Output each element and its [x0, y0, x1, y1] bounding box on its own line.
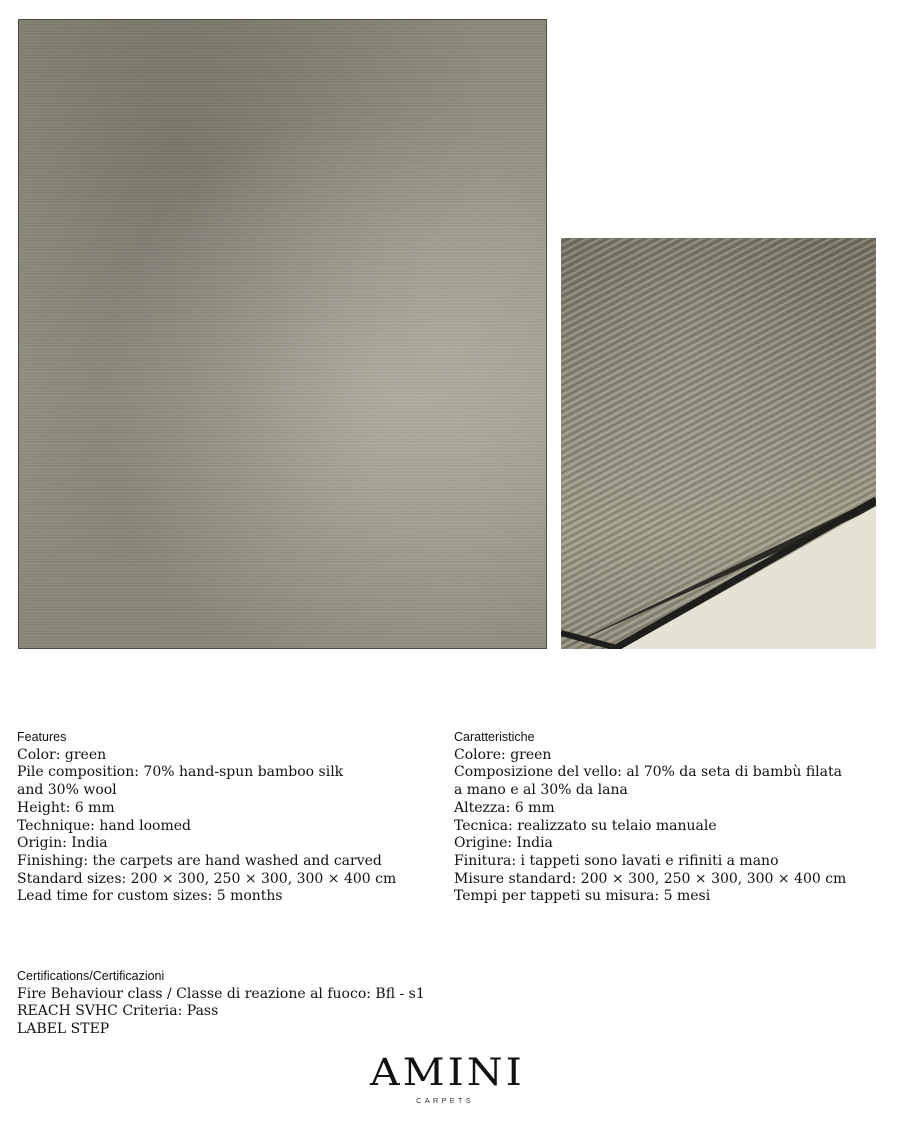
- certification-line: Fire Behaviour class / Classe di reazione al fuoco: Bfl - s1: [17, 985, 425, 1002]
- certifications-section: [17, 968, 425, 1039]
- feature-line-it: a mano e al 30% da lana: [454, 782, 628, 799]
- feature-line: Finishing: the carpets are hand washed and carved: [17, 852, 382, 869]
- certifications-heading: Certifications/Certificazioni: [17, 969, 165, 983]
- feature-line-it: Composizione del vello: al 70% da seta di bambù filata: [454, 764, 842, 781]
- feature-line-it: Finitura: i tappeti sono lavati e rifiniti a mano: [454, 852, 779, 869]
- features-heading: Features: [17, 730, 67, 744]
- feature-line-it: Tecnica: realizzato su telaio manuale: [454, 817, 717, 834]
- feature-line: and 30% wool: [17, 782, 117, 799]
- features-english: [17, 729, 396, 906]
- feature-line: Height: 6 mm: [17, 799, 115, 816]
- brand-logo: [370, 1049, 525, 1110]
- feature-line-it: Misure standard: 200 × 300, 250 × 300, 300 × 400 cm: [454, 870, 847, 887]
- feature-line-it: Colore: green: [454, 746, 552, 763]
- features-italian: [454, 729, 846, 906]
- feature-line: Lead time for custom sizes: 5 months: [17, 888, 283, 905]
- feature-line: Technique: hand loomed: [17, 817, 191, 834]
- feature-line-it: Altezza: 6 mm: [454, 799, 555, 816]
- feature-line: Standard sizes: 200 × 300, 250 × 300, 300 × 400 cm: [17, 870, 397, 887]
- feature-line: Origin: India: [17, 835, 108, 852]
- certification-line: LABEL STEP: [17, 1021, 110, 1038]
- feature-line: Pile composition: 70% hand-spun bamboo silk: [17, 764, 344, 781]
- feature-line: Color: green: [17, 746, 107, 763]
- logo-subtitle: CARPETS: [416, 1096, 474, 1105]
- feature-line-it: Origine: India: [454, 835, 553, 852]
- caratteristiche-heading: Caratteristiche: [454, 730, 535, 744]
- certification-line: REACH SVHC Criteria: Pass: [17, 1003, 219, 1020]
- rug-detail-image: [561, 238, 876, 649]
- logo-wordmark: AMINI: [370, 1049, 525, 1095]
- rug-main-image: [18, 19, 547, 649]
- feature-line-it: Tempi per tappeti su misura: 5 mesi: [454, 888, 711, 905]
